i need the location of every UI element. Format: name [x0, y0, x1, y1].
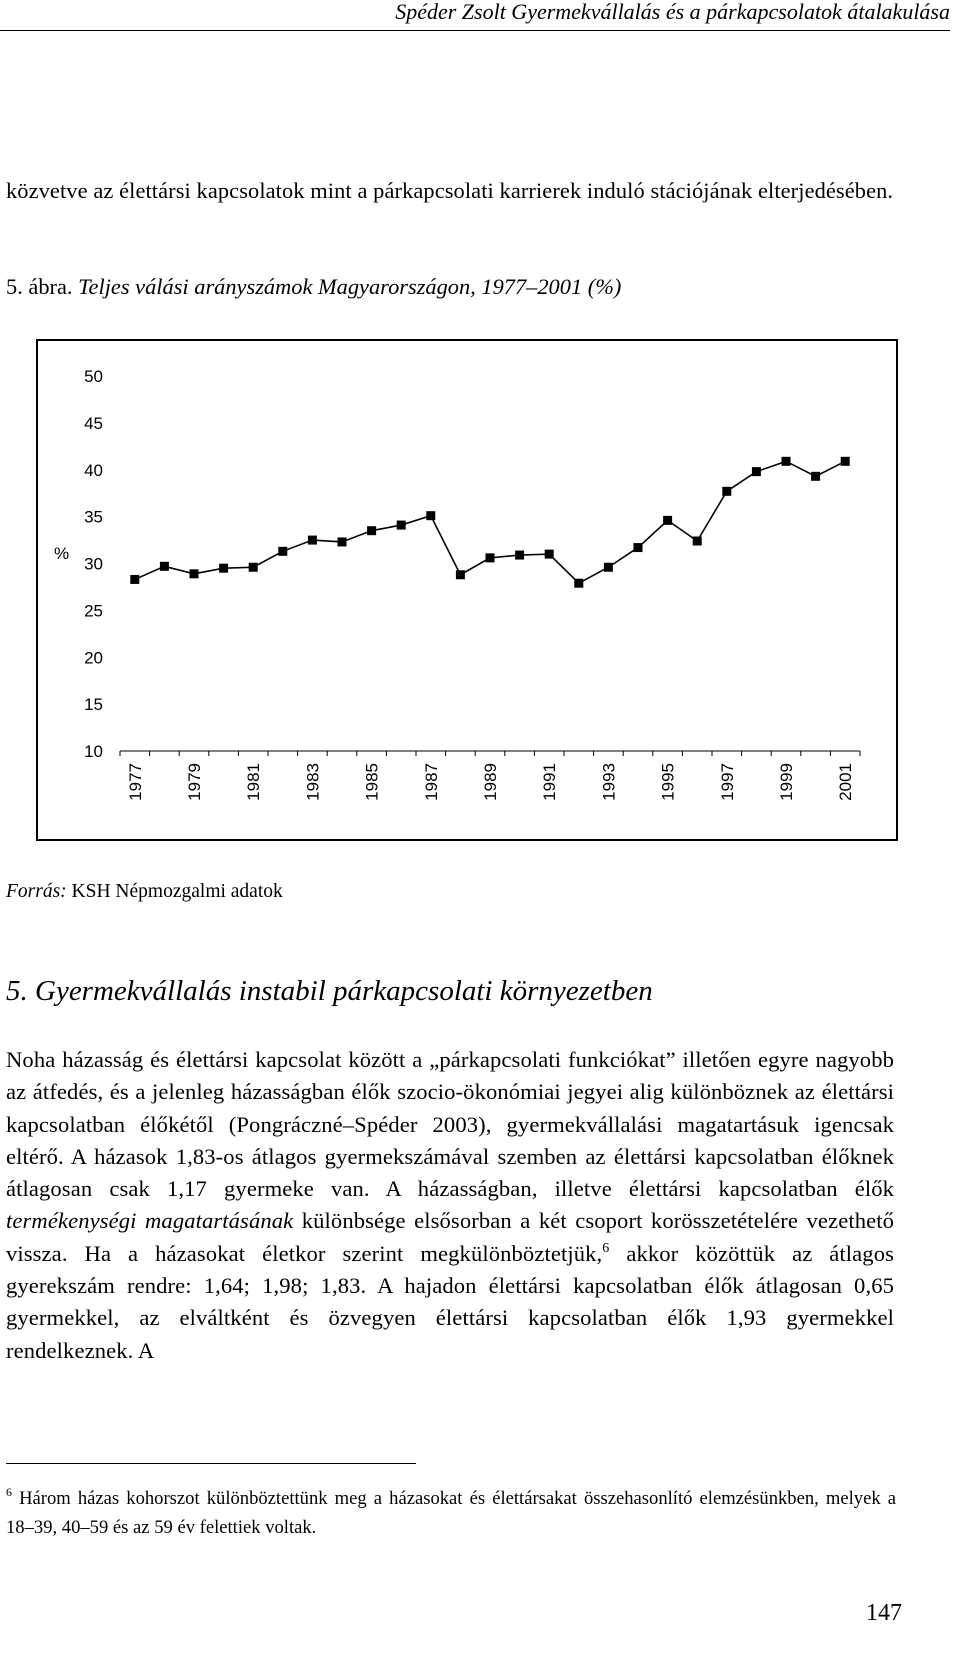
data-point-marker	[338, 537, 347, 546]
data-point-marker	[486, 553, 495, 562]
figure-label: 5. ábra.	[6, 274, 73, 299]
x-tick-label: 1997	[717, 763, 737, 801]
data-point-marker	[130, 575, 139, 584]
y-axis-label: %	[54, 544, 70, 564]
x-tick-label: 1985	[362, 763, 382, 801]
x-tick-label: 1999	[777, 763, 796, 801]
data-point-marker	[278, 547, 287, 556]
data-point-marker	[515, 551, 524, 560]
data-point-marker	[693, 537, 702, 546]
divorce-rate-chart	[38, 341, 896, 839]
running-header	[0, 0, 950, 24]
data-point-marker	[367, 526, 376, 535]
data-point-marker	[456, 570, 465, 579]
x-tick-label: 1987	[421, 763, 441, 801]
y-tick-label: 20	[84, 648, 103, 668]
data-point-marker	[574, 579, 583, 588]
source-label: Forrás:	[6, 881, 67, 902]
y-tick-label: 40	[84, 460, 103, 480]
data-point-marker	[811, 472, 820, 481]
section-heading: 5. Gyermekvállalás instabil párkapcsolati környezetben	[6, 975, 653, 1007]
data-point-marker	[219, 564, 228, 573]
y-tick-label: 25	[84, 601, 103, 621]
data-point-marker	[545, 550, 554, 559]
intro-paragraph: közvetve az élettársi kapcsolatok mint a párkapcsolati karrierek induló stációjának elterjedésében.	[6, 178, 894, 203]
data-point-marker	[160, 562, 169, 571]
x-tick-label: 1995	[658, 763, 678, 801]
footnote	[6, 1484, 896, 1542]
page-number: 147	[866, 1600, 902, 1626]
data-point-marker	[190, 569, 199, 578]
source-text: KSH Népmozgalmi adatok	[71, 881, 283, 902]
y-tick-label: 45	[84, 413, 103, 433]
y-tick-label: 35	[84, 507, 103, 527]
x-tick-label: 1981	[244, 763, 264, 801]
y-tick-label: 15	[84, 695, 103, 715]
x-tick-label: 1993	[599, 763, 619, 801]
x-tick-label: 2001	[836, 763, 856, 801]
y-tick-label: 30	[84, 554, 103, 574]
footnote-number: 6	[6, 1485, 12, 1499]
data-point-marker	[397, 521, 406, 530]
x-tick-label: 1979	[185, 763, 204, 801]
x-tick-label: 1989	[481, 763, 500, 801]
y-tick-label: 50	[84, 367, 103, 386]
x-tick-label: 1991	[540, 763, 560, 801]
running-title: Spéder Zsolt Gyermekvállalás és a párkapcsolatok átalakulása	[395, 0, 950, 24]
figure-caption	[6, 272, 621, 302]
x-tick-label: 1983	[303, 763, 323, 801]
data-point-marker	[604, 563, 613, 572]
chart-frame	[36, 339, 898, 841]
data-point-marker	[782, 457, 791, 466]
body-text-1: Noha házasság és élettársi kapcsolat között a „párkapcsolati funkciókat” illetően egyre nagyobb az átfedés, és a jelenleg házasságban élők szocio-ökonómiai jegyei alig különböznek az élettársi kapcsolatban élőkétől (Pongráczné–Spéder 2003), gyermekvállalási magatartásuk igencsak eltérő. A házasok 1,83-os átlagos gyermekszámával szemben az élettársi kapcsolatban élőknek átlagosan csak 1,17 gyermeke van. A házasságban, illetve élettársi kapcsolatban élők	[6, 1047, 894, 1202]
data-point-marker	[841, 457, 850, 466]
x-tick-label: 1977	[125, 763, 145, 801]
data-point-marker	[634, 543, 643, 552]
data-point-marker	[249, 563, 258, 572]
body-text-2: különbsége elsősorban a két csoport korösszetételére vezethető vissza. Ha a házasokat életkor szerint megkülönböztetjük,	[6, 1208, 894, 1266]
data-point-marker	[663, 516, 672, 525]
footnote-rule	[6, 1463, 416, 1464]
data-point-marker	[426, 511, 435, 520]
body-emphasis: termékenységi magatartásának	[6, 1208, 294, 1234]
series-line	[135, 461, 845, 583]
data-point-marker	[722, 487, 731, 496]
header-rule	[0, 30, 950, 31]
data-point-marker	[752, 467, 761, 476]
body-paragraph	[6, 1044, 894, 1367]
body-text-3: akkor közöttük az átlagos gyerekszám rendre: 1,64; 1,98; 1,83. A hajadon élettársi kapcsolatban élők átlagosan 0,65 gyermekkel, az elváltként és özvegyen élettársi kapcsolatban élők 1,93 gyermekkel rendelkeznek. A	[6, 1240, 894, 1363]
y-tick-label: 10	[84, 742, 103, 761]
figure-source	[6, 880, 283, 904]
figure-title: Teljes válási arányszámok Magyarországon, 1977–2001 (%)	[78, 274, 622, 299]
data-point-marker	[308, 536, 317, 545]
footnote-reference[interactable]: 6	[602, 1240, 610, 1256]
footnote-text: Három házas kohorszot különböztettünk meg a házasokat és élettársakat összehasonlító elemzésünkben, melyek a 18–39, 40–59 és az 59 év felettiek voltak.	[6, 1488, 896, 1538]
